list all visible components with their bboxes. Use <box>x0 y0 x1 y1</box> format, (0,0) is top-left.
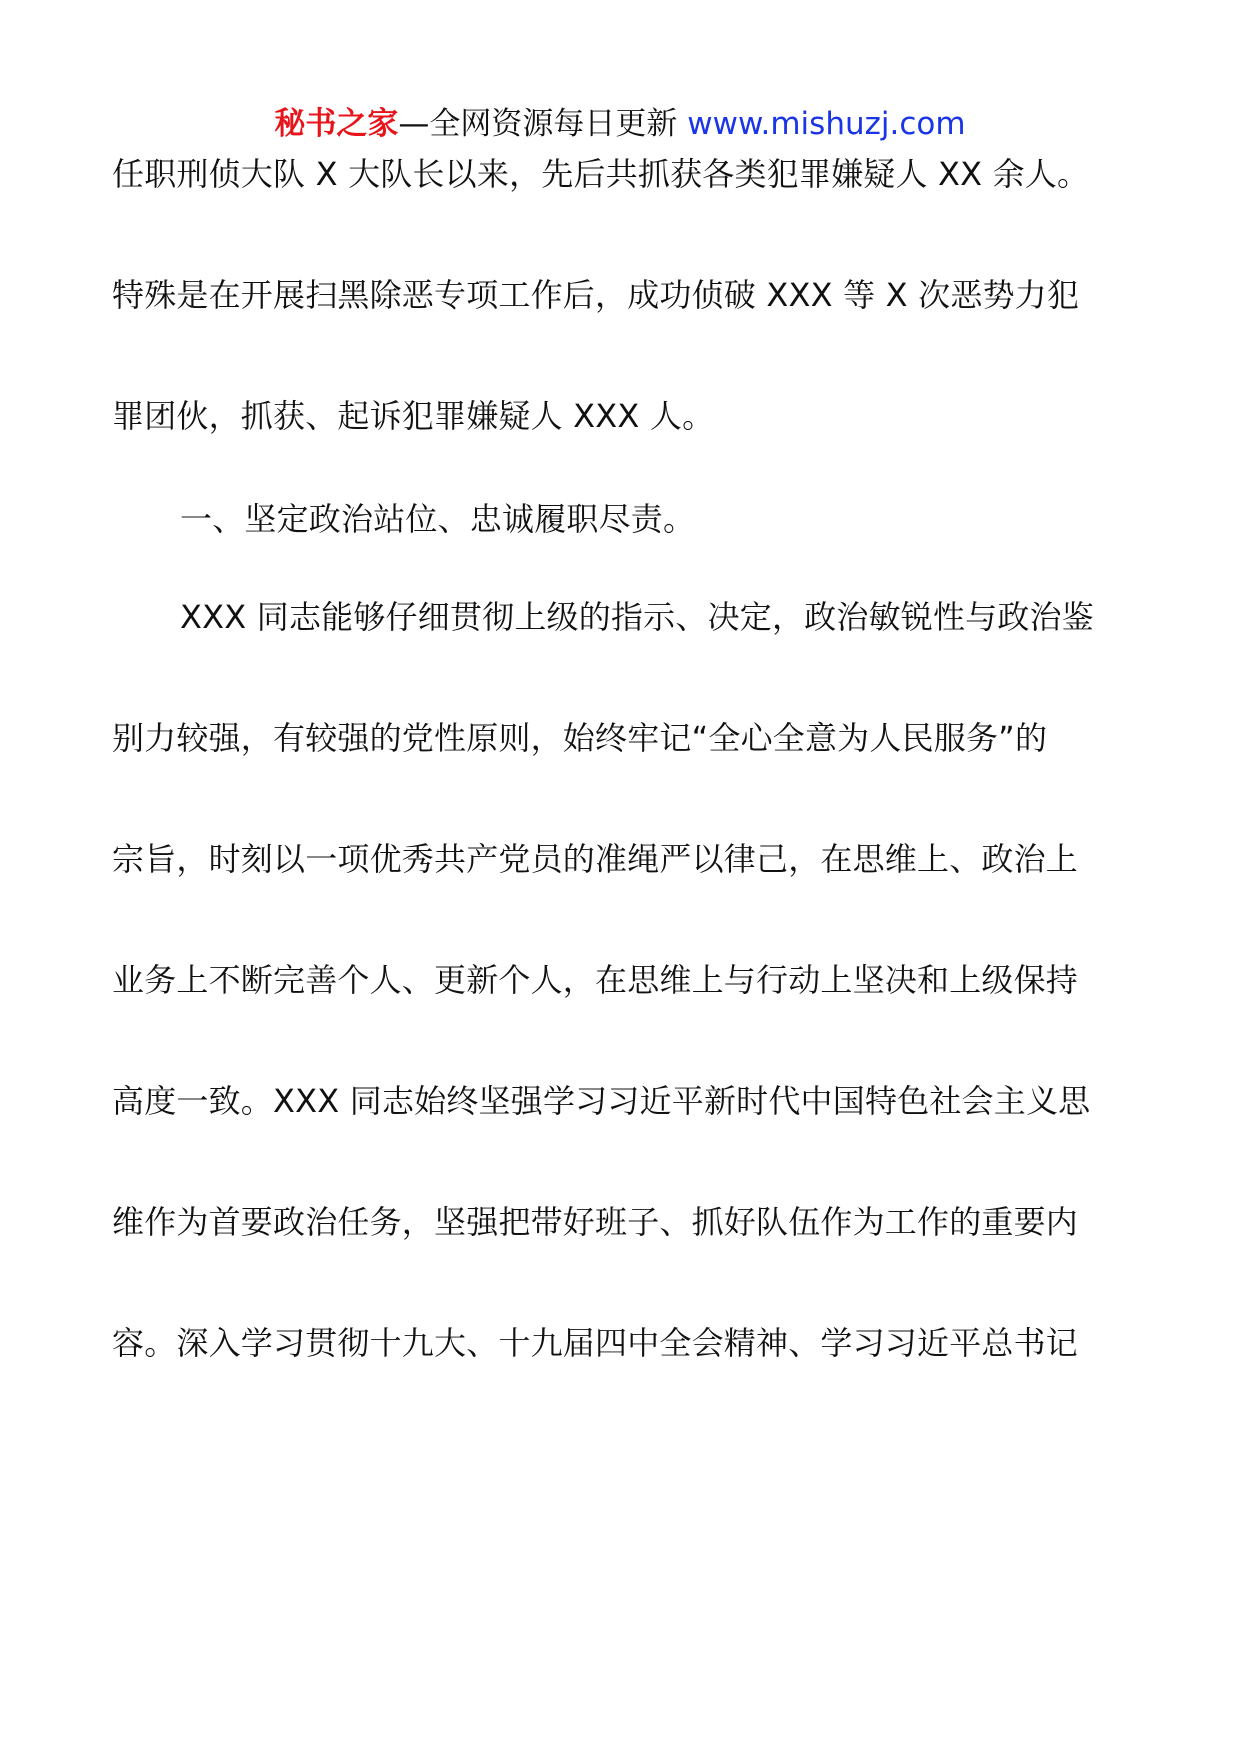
text-line: 宗旨，时刻以一项优秀共产党员的准绳严以律己，在思维上、政治上 <box>112 840 1079 878</box>
section-heading: 一、坚定政治站位、忠诚履职尽责。 <box>180 500 696 538</box>
text-line: 特殊是在开展扫黑除恶专项工作后，成功侦破 XXX 等 X 次恶势力犯 <box>112 276 1080 314</box>
watermark-header <box>0 100 1240 148</box>
header-tagline: —全网资源每日更新 <box>398 106 688 142</box>
text-line: 别力较强，有较强的党性原则，始终牢记“全心全意为人民服务”的 <box>112 719 1048 757</box>
text-line: 罪团伙，抓获、起诉犯罪嫌疑人 XXX 人。 <box>112 397 715 435</box>
text-line: 维作为首要政治任务，坚强把带好班子、抓好队伍作为工作的重要内 <box>112 1203 1079 1241</box>
text-line: XXX 同志能够仔细贯彻上级的指示、决定，政治敏锐性与政治鉴 <box>180 598 1094 636</box>
text-line: 任职刑侦大队 X 大队长以来，先后共抓获各类犯罪嫌疑人 XX 余人。 <box>112 155 1090 193</box>
brand-name: 秘书之家 <box>274 106 399 142</box>
text-line: 容。深入学习贯彻十九大、十九届四中全会精神、学习习近平总书记 <box>112 1324 1079 1362</box>
site-url-link[interactable]: www.mishuzj.com <box>687 106 966 142</box>
text-line: 业务上不断完善个人、更新个人，在思维上与行动上坚决和上级保持 <box>112 961 1079 999</box>
text-line: 高度一致。XXX 同志始终坚强学习习近平新时代中国特色社会主义思 <box>112 1082 1091 1120</box>
